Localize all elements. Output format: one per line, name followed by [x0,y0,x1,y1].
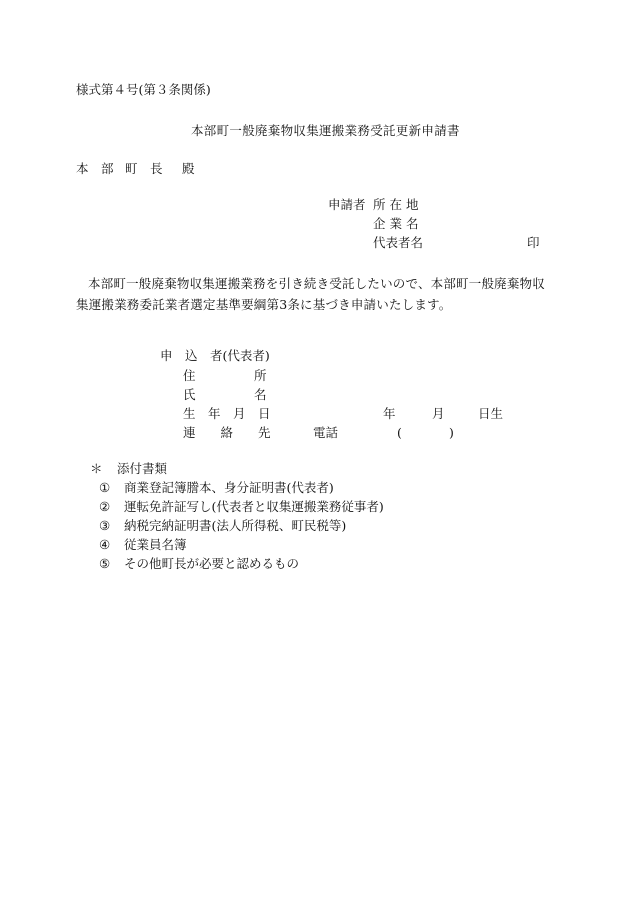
address-field-label: 所 [254,368,267,383]
attachments-heading: 添付書類 [117,461,168,476]
attachment-number: ③ [99,518,111,533]
attachment-item: 従業員名簿 [124,537,187,552]
phone-label: 電話 [313,425,339,440]
addressee-char: 長 [150,161,163,176]
addressee-char: 本 [76,161,89,176]
representative-label: 代表者名 [373,235,424,250]
application-body-text: 本部町一般廃棄物収集運搬業務を引き続き受託したいので、本部町一般廃棄物収集運搬業務委託業者選定基準要綱第3条に基づき申請いたします。 [76,276,545,312]
birth-day-unit: 日生 [478,406,504,421]
form-number: 様式第４号(第３条関係) [76,82,211,97]
name-field-label: 氏 [183,387,196,402]
proposer-heading: 申 込 者(代表者) [160,348,270,363]
name-field-label: 名 [254,387,267,402]
attachment-number: ④ [99,537,111,552]
address-label: 所 在 地 [373,197,419,212]
phone-paren-open: ( [397,425,402,440]
asterisk-icon: ＊ [90,461,103,476]
attachment-number: ① [99,480,111,495]
seal-mark: 印 [527,235,540,250]
addressee-char: 部 [101,161,114,176]
attachment-item: 運転免許証写し(代表者と収集運搬業務従事者) [124,499,384,514]
attachment-number: ② [99,499,111,514]
document-title: 本部町一般廃棄物収集運搬業務受託更新申請書 [191,123,460,138]
address-field-label: 住 [183,368,196,383]
birth-month-unit: 月 [432,406,445,421]
birthdate-label: 生 年 月 日 [183,406,271,421]
attachment-item: 納税完納証明書(法人所得税、町民税等) [124,518,347,533]
attachment-item: 商業登記簿謄本、身分証明書(代表者) [124,480,334,495]
phone-paren-close: ) [449,425,454,440]
addressee-honorific: 殿 [182,161,195,176]
attachment-item: その他町長が必要と認めるもの [124,556,300,571]
addressee-char: 町 [125,161,138,176]
contact-label: 連 絡 先 [183,425,271,440]
company-label: 企 業 名 [373,216,419,231]
birth-year-unit: 年 [383,406,396,421]
applicant-label: 申請者 [328,197,366,212]
attachment-number: ⑤ [99,556,111,571]
